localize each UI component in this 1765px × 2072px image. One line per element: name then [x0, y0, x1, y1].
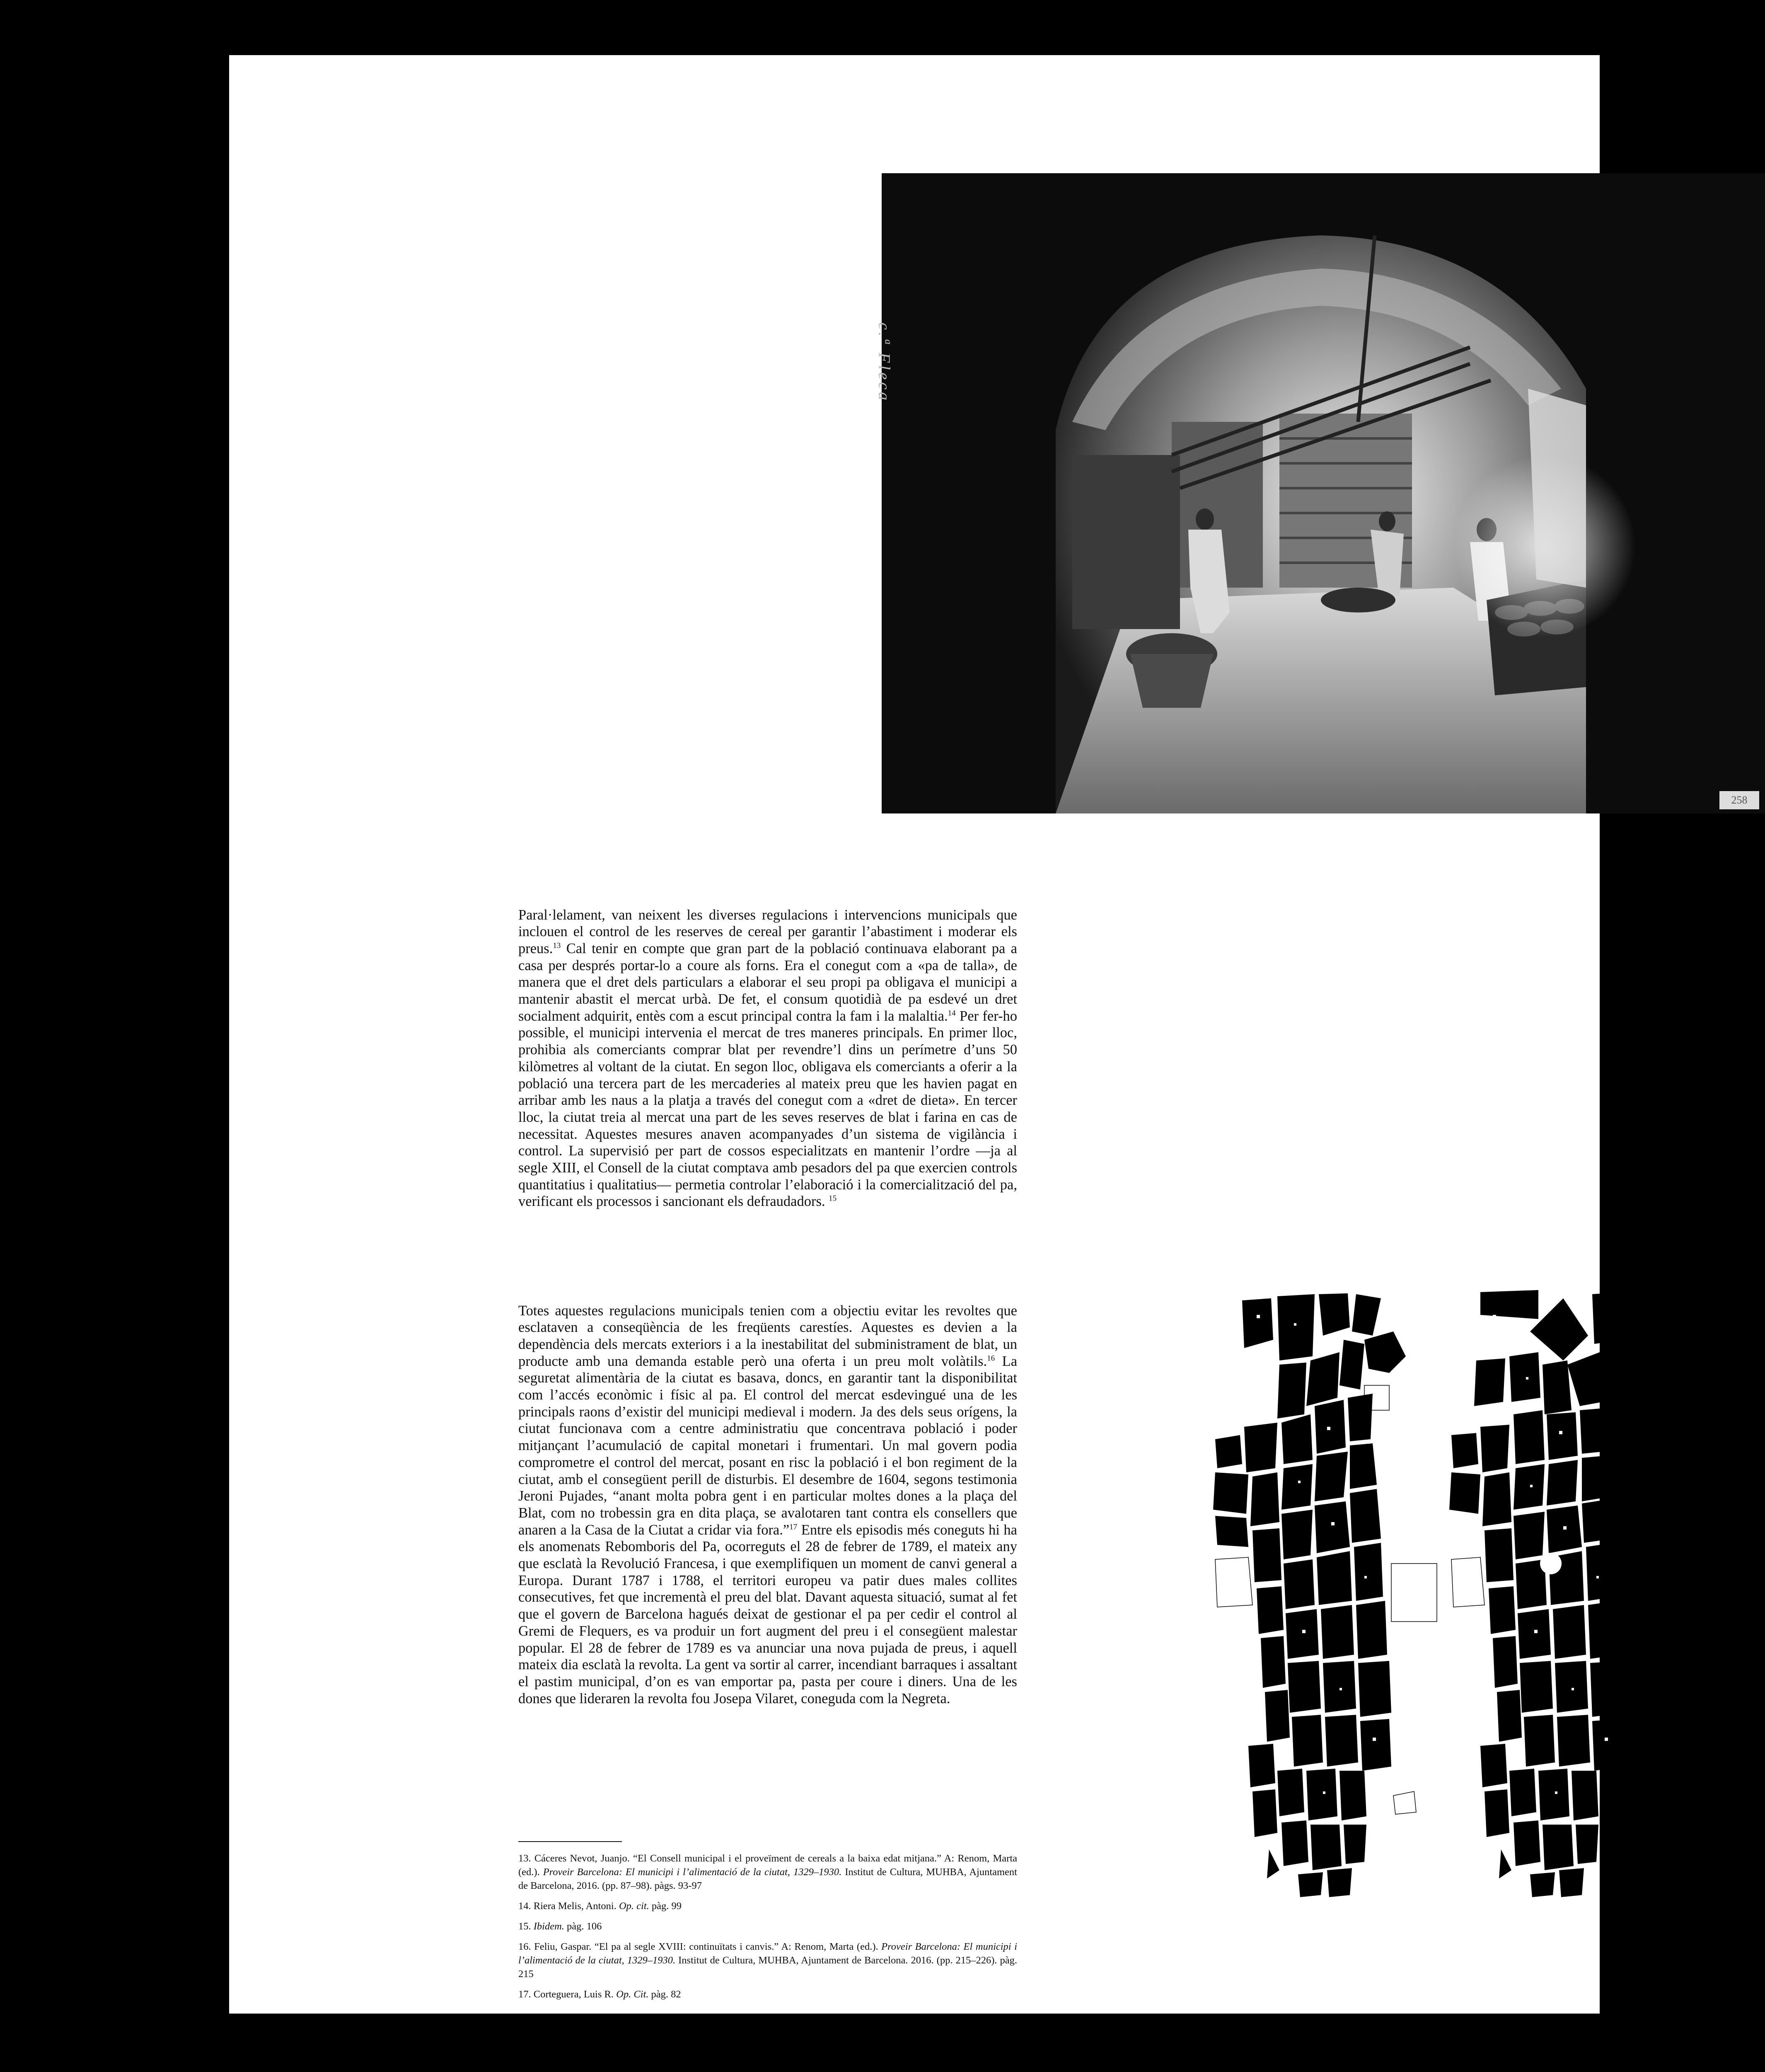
- bakery-photo-image: [882, 173, 1765, 813]
- bakery-photograph: [875, 173, 1765, 813]
- footnote-13-title: Proveir Barcelona: El municipi i l’alimentació de la ciutat, 1329–1930.: [543, 1866, 842, 1878]
- paragraph-2-text-c: Entre els episodis més coneguts hi ha els anomenats Rebomboris del Pa, ocorreguts el 28 de febrer de 1789, el mateix any que esclatà la Revolució Francesa, i que exemplifiquen un moment de canvi general a Europa. Durant 1787 i 1788, el territori europeu va patir dues males collites consecutives, fet que incrementà el preu del blat. Davant aquesta situació, sumat al fet que el govern de Barcelona hagués deixat de gestionar el pa per cedir el control al Gremi de Flequers, es va produir un fort augment del preu i el consegüent malestar popular. El 28 de febrer de 1789 es va anunciar una nova pujada de preus, i aquell mateix dia esclatà la revolta. La gent va sortir al carrer, incendiant barraques i assaltant el pastim municipal, d’on es van emportar pa, pasta per coure i diners. Una de les dones que lideraren la revolta fou Josepa Vilaret, coneguda com la Negreta.: [518, 1522, 1017, 1706]
- page: [229, 55, 1748, 2014]
- footnote-16-text: 16. Feliu, Gaspar. “El pa al segle XVIII: continuïtats i canvis.” A: Renom, Marta (ed.).: [518, 1941, 882, 1952]
- footnote-ref-14[interactable]: 14: [948, 1009, 956, 1018]
- footnote-14-source: pàg. 99: [649, 1900, 682, 1912]
- paragraph-2-text-b: La seguretat alimentària de la ciutat es basava, doncs, en garantir tant la disponibilitat com l’accés econòmic i físic al pa. El control del mercat esdevingué una de les principals raons d’existir del municipi medieval i modern. Ja des dels seus orígens, la ciutat funcionava com a centre administratiu que concentrava població i poder mitjançant l’acumulació de capital monetari i frumentari. Un mal govern podia comprometre el control del mercat, posant en risc la població i el bon regiment de la ciutat, amb el consegüent perill de disturbis. El desembre de 1604, segons testimonia Jeroni Pujades, “anant molta pobra gent i en particular moltes dones a la plaça del Blat, com no trobessin gra en dita plaça, se avalotaren tant contra els consellers que anaren a la Casa de la Ciutat a cridar via fora.”: [518, 1353, 1018, 1538]
- footnote-17-title: Op. Cit.: [616, 1989, 649, 2000]
- footnote-13: [518, 1852, 1017, 1893]
- footnotes: [518, 1852, 1017, 2008]
- paragraph-1-text-b: Cal tenir en compte que gran part de la població continuava elaborant pa a casa per després portar-lo a coure als forns. Era el conegut com a «pa de talla», de manera que el dret dels particulars a elaborar el seu propi pa obligava el municipi a mantenir abastit el mercat urbà. De fet, el consum quotidià de pa esdevé un dret socialment adquirit, entès com a escut principal contra la fam i la malaltia.: [518, 940, 1017, 1024]
- footnote-16: [518, 1940, 1017, 1981]
- figure-ground-maps-svg: [1207, 1290, 1704, 1936]
- body-paragraph-1: [518, 907, 1017, 1210]
- footnote-13-source: Institut de Cultura, MUHBA, Ajuntament de Barcelona, 2016. (pp. 87–98). pàgs. 93-97: [518, 1866, 1017, 1891]
- footnote-15-source: pàg. 106: [564, 1921, 602, 1932]
- footnote-13-text: 13. Cáceres Nevot, Juanjo. “El Consell municipal i el proveïment de cereals a la baixa edat mitjana.” A: Renom, Marta (ed.).: [518, 1853, 1017, 1878]
- paragraph-1-text-a: Paral·lelament, van neixent les diverses regulacions i intervencions municipals que inclouen el control de les reserves de cereal per garantir l’abastiment i moderar els preus.: [518, 907, 1017, 956]
- footnote-14-title: Op. cit.: [619, 1900, 649, 1912]
- footnote-divider: [518, 1841, 622, 1842]
- footnote-16-title: Proveir Barcelona: El municipi i l’alimentació de la ciutat, 1329–1930.: [518, 1941, 1017, 1966]
- plate-handwritten-note: c.ª Fleca: [875, 322, 894, 403]
- footnote-14-text: 14. Riera Melis, Antoni.: [518, 1900, 619, 1912]
- footnote-17-source: pàg. 82: [648, 1989, 681, 2000]
- footnote-15-text: 15.: [518, 1921, 534, 1932]
- footnote-ref-15[interactable]: 15: [829, 1194, 837, 1203]
- figure-ground-map-right: [1449, 1290, 1625, 1897]
- footnote-16-source: Institut de Cultura, MUHBA, Ajuntament de Barcelona. 2016. (pp. 215–226). pàg. 215: [518, 1955, 1017, 1980]
- footnote-ref-17[interactable]: 17: [789, 1523, 798, 1532]
- footnote-15-title: Ibidem.: [533, 1921, 564, 1932]
- body-paragraph-2: [518, 1302, 1017, 1707]
- footnote-17: [518, 1987, 1017, 2001]
- plate-number-label: 258: [1719, 791, 1759, 809]
- paragraph-1-text-c: Per fer-ho possible, el municipi intervenia el mercat de tres maneres principals. En primer lloc, prohibia als comerciants comprar blat per revendre’l dins un perímetre d’uns 50 kilòmetres al voltant de la ciutat. En segon lloc, obligava els comerciants a oferir a la població una tercera part de les mercaderies al mateix preu que les havien pagat en arribar amb les naus a la platja a través del conegut com a «dret de dieta». En tercer lloc, la ciutat treia al mercat una part de les seves reserves de blat i farina en cas de necessitat. Aquestes mesures anaven acompanyades d’un sistema de vigilància i control. La supervisió per part de cossos especialitzats en mantenir l’ordre —ja al segle XIII, el Consell de la ciutat comptava amb pesadors del pa que exercien controls quantitatius i qualitatius— permetia controlar l’elaboració i la comercialització del pa, verificant els processos i sancionant els defraudadors.: [518, 1008, 1018, 1210]
- paragraph-2-text-a: Totes aquestes regulacions municipals tenien com a objectiu evitar les revoltes que esclataven a conseqüència de les freqüents carestíes. Aquestes es devien a la dependència dels mercats exteriors i a la inestabilitat del subministrament de blat, un producte amb una demanda estable però una oferta i un preu molt volàtils.: [518, 1302, 1017, 1369]
- figure-ground-maps: [1207, 1290, 1704, 1936]
- footnote-15: [518, 1920, 1017, 1933]
- footnote-17-text: 17. Corteguera, Luis R.: [518, 1989, 617, 2000]
- footnote-14: [518, 1899, 1017, 1913]
- figure-ground-map-left: [1213, 1293, 1406, 1897]
- footnote-ref-16[interactable]: 16: [987, 1354, 995, 1363]
- footnote-ref-13[interactable]: 13: [553, 941, 561, 950]
